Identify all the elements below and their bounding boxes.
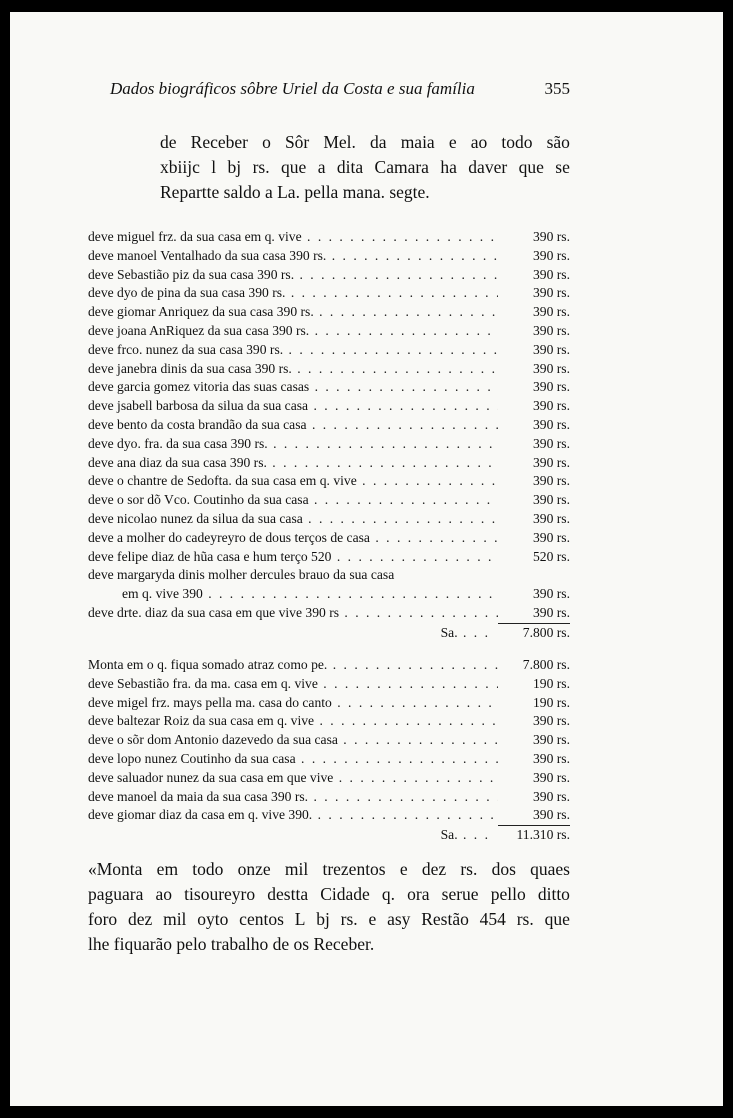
ledger-entry-amount: 390 rs. bbox=[532, 510, 570, 526]
ledger-entry-text: deve o sor dõ Vco. Coutinho da sua casa . . . bbox=[88, 491, 498, 510]
word: a bbox=[317, 157, 326, 177]
ledger-row bbox=[88, 694, 570, 713]
word: destta bbox=[267, 884, 309, 904]
ledger-entry-text: deve o chantre de Sedofta. da sua casa em q. vive . . . bbox=[88, 472, 498, 491]
ledger-sum-amount: 11.310 rs. bbox=[516, 827, 570, 843]
ledger-entry-amount: 390 rs. bbox=[532, 322, 570, 338]
ledger-row bbox=[88, 656, 570, 675]
ledger-entry-text: deve dyo de pina da sua casa 390 rs. . . . bbox=[88, 284, 498, 303]
word: daver bbox=[468, 157, 508, 177]
ledger-entry-text: deve garcia gomez vitoria das suas casas . . . bbox=[88, 378, 498, 397]
ledger-entry-amount: 390 rs. bbox=[532, 750, 570, 766]
word: bj bbox=[316, 909, 330, 929]
ledger-row bbox=[88, 397, 570, 416]
word: ao bbox=[470, 132, 488, 152]
closing-line bbox=[88, 857, 570, 882]
ledger-row bbox=[88, 604, 570, 624]
word: Cidade bbox=[320, 884, 370, 904]
word: rs. bbox=[460, 859, 478, 879]
ledger-entry-text: deve Sebastião piz da sua casa 390 rs. . . . bbox=[88, 266, 498, 285]
word: l bbox=[211, 157, 217, 177]
ledger-entry-text: deve drte. diaz da sua casa em que vive 390 rs . . . bbox=[88, 604, 498, 623]
ledger-entry-amount: 390 rs. bbox=[532, 473, 570, 489]
ledger-row bbox=[88, 675, 570, 694]
ledger-row bbox=[88, 247, 570, 266]
word: asy bbox=[387, 909, 411, 929]
ledger-row bbox=[88, 228, 570, 247]
ledger-entry-text: deve margaryda dinis molher dercules brauo da sua casa bbox=[88, 567, 395, 583]
word: e bbox=[368, 909, 377, 929]
ledger-entry-text: deve dyo. fra. da sua casa 390 rs. . . . bbox=[88, 435, 498, 454]
word: Camara bbox=[374, 157, 429, 177]
word: dez bbox=[127, 909, 153, 929]
word: Sôr bbox=[284, 132, 310, 152]
ledger-entry-text: deve o sõr dom Antonio dazevedo da sua casa . . . bbox=[88, 731, 498, 750]
ledger-entry-amount: 390 rs. bbox=[532, 713, 570, 729]
word: quaes bbox=[530, 859, 570, 879]
word: da bbox=[370, 132, 387, 152]
ledger-entry-text: deve giomar Anriquez da sua casa 390 rs. . . . bbox=[88, 303, 498, 322]
word: centos bbox=[239, 909, 284, 929]
ledger-row bbox=[88, 435, 570, 454]
ledger-row bbox=[88, 472, 570, 491]
word: são bbox=[546, 132, 570, 152]
word: Receber bbox=[190, 132, 248, 152]
ledger-entry-amount: 190 rs. bbox=[532, 694, 570, 710]
ledger-entry-amount: 520 rs. bbox=[532, 548, 570, 564]
ledger-entry-amount: 390 rs. bbox=[532, 247, 570, 263]
word: q. bbox=[381, 884, 396, 904]
ledger-entry-text: deve bento da costa brandão da sua casa . . . bbox=[88, 416, 498, 435]
ledger-row bbox=[88, 548, 570, 567]
ledger-row bbox=[88, 360, 570, 379]
ledger-row bbox=[88, 750, 570, 769]
word: tisoureyro bbox=[184, 884, 256, 904]
ledger-entry-amount: 7.800 rs. bbox=[522, 657, 570, 672]
intro-line bbox=[160, 130, 570, 155]
ledger-entry-text: deve nicolao nunez da silua da sua casa . . . bbox=[88, 510, 498, 529]
ledger-sum-amount: 7.800 rs. bbox=[522, 624, 570, 640]
word: dos bbox=[491, 859, 516, 879]
closing-line bbox=[88, 882, 570, 907]
ledger-row bbox=[88, 712, 570, 731]
ledger-row bbox=[88, 769, 570, 788]
ledger-sum-row bbox=[88, 826, 570, 845]
ledger-entry-amount: 390 rs. bbox=[532, 229, 570, 244]
running-header bbox=[110, 79, 570, 99]
ledger-row bbox=[88, 491, 570, 510]
word: pello bbox=[490, 884, 526, 904]
ledger-entry-text: deve joana AnRiquez da sua casa 390 rs. . . . bbox=[88, 322, 498, 341]
word: ditto bbox=[537, 884, 570, 904]
ledger-row bbox=[88, 322, 570, 341]
ledger-entry-amount: 390 rs. bbox=[532, 788, 570, 804]
word: mil bbox=[284, 859, 309, 879]
word: bj bbox=[227, 157, 242, 177]
ledger-entry-text: deve migel frz. mays pella ma. casa do canto . . . bbox=[88, 694, 498, 713]
ledger-entry-amount: 390 rs. bbox=[498, 806, 570, 826]
ledger-entry-amount: 390 rs. bbox=[532, 435, 570, 451]
word: rs. bbox=[252, 157, 270, 177]
ledger-row bbox=[88, 416, 570, 435]
ledger-entry-text: deve miguel frz. da sua casa em q. vive . . . bbox=[88, 228, 498, 247]
word: que bbox=[281, 157, 307, 177]
ledger-entry-amount: 390 rs. bbox=[532, 285, 570, 301]
ledger-entry-text: deve baltezar Roiz da sua casa em q. vive . . . bbox=[88, 712, 498, 731]
ledger-row bbox=[88, 788, 570, 807]
word: 454 bbox=[479, 909, 506, 929]
ledger-entry-text: deve manoel da maia da sua casa 390 rs. . . . bbox=[88, 788, 498, 807]
ledger-entry-text: deve saluador nunez da sua casa em que vive . . . bbox=[88, 769, 498, 788]
intro-paragraph bbox=[160, 130, 570, 205]
ledger-row bbox=[88, 806, 570, 826]
word: foro bbox=[88, 909, 118, 929]
ledger-entry-amount: 390 rs. bbox=[532, 416, 570, 432]
ledger-row bbox=[88, 378, 570, 397]
word: e bbox=[448, 132, 457, 152]
ledger-entry-amount: 390 rs. bbox=[532, 769, 570, 785]
word: se bbox=[555, 157, 570, 177]
ledger-first bbox=[88, 228, 570, 643]
word: L bbox=[294, 909, 306, 929]
ledger-entry-text: deve Sebastião fra. da ma. casa em q. vive . . . bbox=[88, 675, 498, 694]
running-title: Dados biográficos sôbre Uriel da Costa e sua família bbox=[110, 79, 475, 98]
word: paguara bbox=[88, 884, 144, 904]
ledger-entry-amount: 390 rs. bbox=[532, 732, 570, 748]
ledger-entry-amount: 390 rs. bbox=[532, 360, 570, 376]
word: dez bbox=[421, 859, 447, 879]
word: rs. bbox=[340, 909, 358, 929]
closing-line: lhe fiquarão pelo trabalho de os Receber. bbox=[88, 934, 375, 954]
ledger-row bbox=[88, 284, 570, 303]
word: dita bbox=[336, 157, 364, 177]
ledger-row bbox=[88, 266, 570, 285]
word: o bbox=[262, 132, 271, 152]
ledger-entry-amount: 390 rs. bbox=[532, 492, 570, 508]
closing-line bbox=[88, 907, 570, 932]
ledger-entry-amount: 390 rs. bbox=[532, 586, 570, 602]
ledger-entry-text: deve giomar diaz da casa em q. vive 390. . . . bbox=[88, 806, 498, 825]
ledger-row bbox=[88, 303, 570, 322]
word: ha bbox=[440, 157, 457, 177]
ledger-second bbox=[88, 656, 570, 845]
word: serue bbox=[441, 884, 479, 904]
ledger-entry-amount: 390 rs. bbox=[532, 341, 570, 357]
word: Mel. bbox=[323, 132, 356, 152]
ledger-entry-amount: 390 rs. bbox=[532, 454, 570, 470]
intro-line bbox=[160, 155, 570, 180]
ledger-row bbox=[88, 529, 570, 548]
ledger-entry-text: deve jsabell barbosa da silua da sua casa . . . bbox=[88, 397, 498, 416]
ledger-entry-text: deve lopo nunez Coutinho da sua casa . . . bbox=[88, 750, 498, 769]
word: «Monta bbox=[88, 859, 143, 879]
ledger-entry-amount: 390 rs. bbox=[532, 304, 570, 320]
word: todo bbox=[192, 859, 224, 879]
ledger-entry-text: deve janebra dinis da sua casa 390 rs. . . . bbox=[88, 360, 498, 379]
intro-line: Repartte saldo a La. pella mana. segte. bbox=[160, 182, 430, 202]
word: trezentos bbox=[322, 859, 386, 879]
ledger-entry-amount: 390 rs. bbox=[532, 529, 570, 545]
word: xbiijc bbox=[160, 157, 200, 177]
ledger-row bbox=[88, 731, 570, 750]
word: em bbox=[156, 859, 179, 879]
word: rs. bbox=[516, 909, 534, 929]
ledger-entry-text: deve a molher do cadeyreyro de dous terços de casa . . . bbox=[88, 529, 498, 548]
ledger-entry-text: em q. vive 390 . . . bbox=[88, 585, 498, 604]
ledger-sum-label: Sa. . . . bbox=[88, 624, 498, 643]
word: ora bbox=[407, 884, 430, 904]
ledger-entry-text: deve felipe diaz de hũa casa e hum terço 520 . . . bbox=[88, 548, 498, 567]
ledger-row bbox=[88, 510, 570, 529]
word: onze bbox=[237, 859, 271, 879]
word: oyto bbox=[197, 909, 229, 929]
ledger-entry-text: deve manoel Ventalhado da sua casa 390 rs. . . . bbox=[88, 247, 498, 266]
word: que bbox=[544, 909, 570, 929]
ledger-entry-text: deve ana diaz da sua casa 390 rs. . . . bbox=[88, 454, 498, 473]
word: e bbox=[399, 859, 408, 879]
ledger-entry-amount: 190 rs. bbox=[532, 675, 570, 691]
word: todo bbox=[501, 132, 533, 152]
ledger-entry-amount: 390 rs. bbox=[532, 379, 570, 395]
ledger-entry-text: Monta em o q. fiqua somado atraz como pe. . . . bbox=[88, 656, 498, 675]
book-page bbox=[10, 12, 723, 1106]
ledger-entry-amount: 390 rs. bbox=[498, 604, 570, 624]
ledger-entry-amount: 390 rs. bbox=[532, 266, 570, 282]
word: maia bbox=[400, 132, 435, 152]
word: que bbox=[518, 157, 544, 177]
word: mil bbox=[163, 909, 187, 929]
ledger-row bbox=[88, 341, 570, 360]
ledger-row bbox=[88, 566, 570, 585]
ledger-sum-label: Sa. . . . bbox=[88, 826, 498, 845]
closing-paragraph bbox=[88, 857, 570, 957]
word: de bbox=[160, 132, 177, 152]
ledger-row bbox=[88, 454, 570, 473]
word: Restão bbox=[421, 909, 469, 929]
page-number: 355 bbox=[544, 79, 570, 98]
ledger-entry-text: deve frco. nunez da sua casa 390 rs. . . . bbox=[88, 341, 498, 360]
ledger-sum-row bbox=[88, 624, 570, 643]
word: ao bbox=[155, 884, 173, 904]
ledger-row bbox=[88, 585, 570, 604]
ledger-entry-amount: 390 rs. bbox=[532, 398, 570, 414]
